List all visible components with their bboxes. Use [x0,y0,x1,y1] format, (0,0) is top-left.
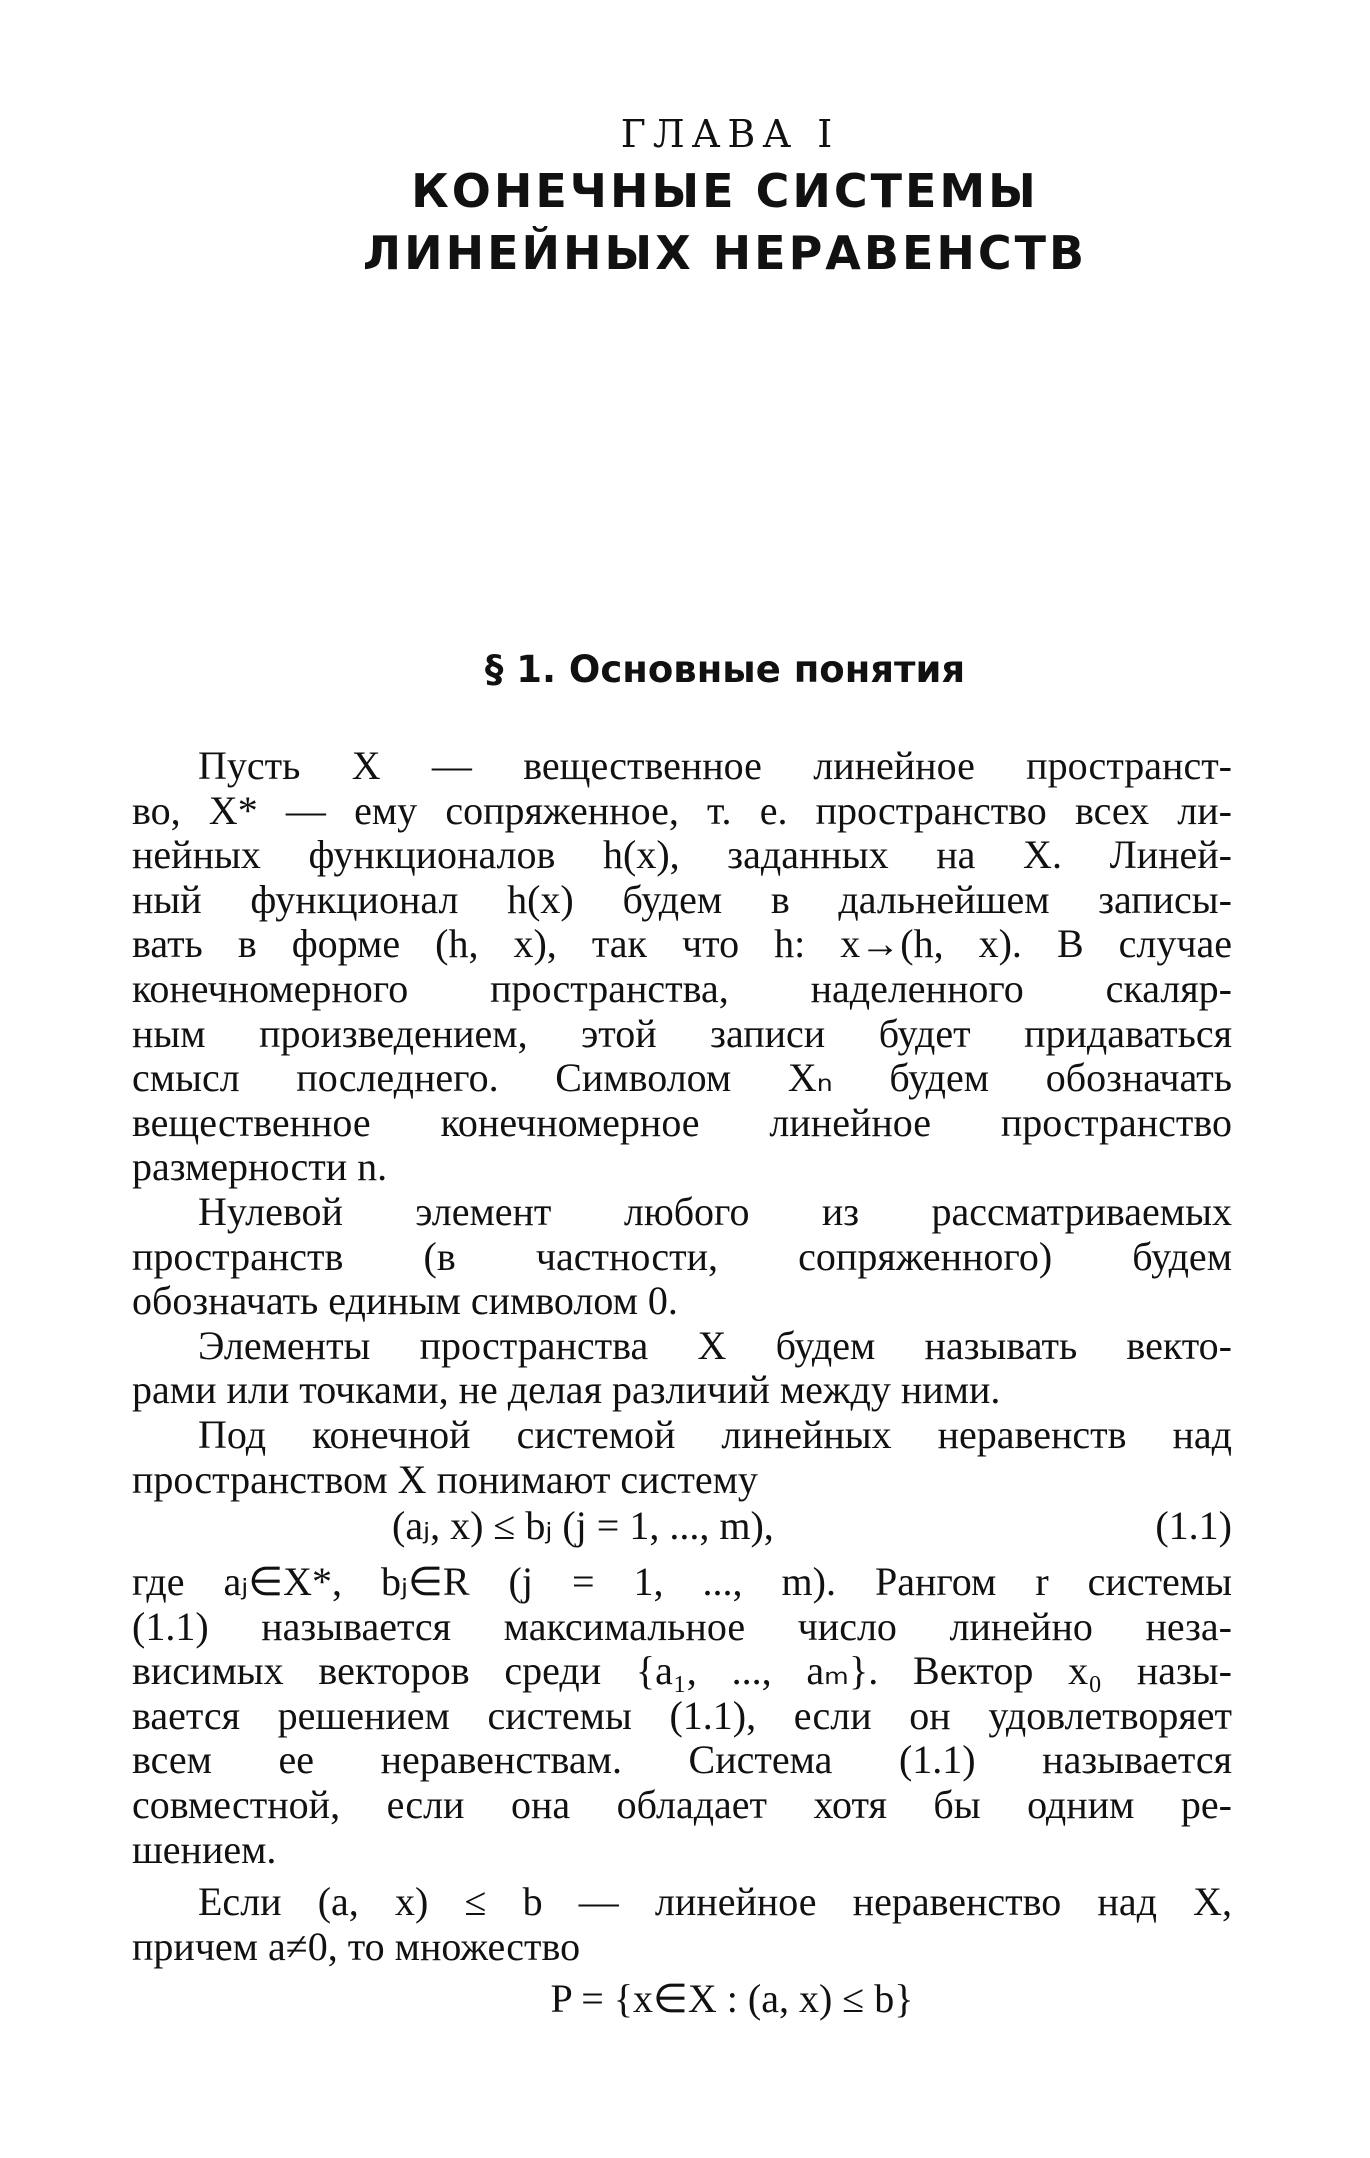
paragraph-4 [132,1413,1232,1502]
text-line: совместной, если она обладает хотя бы одним ре- [132,1782,1232,1828]
text-line: ный функционал h(x) будем в дальнейшем записы- [132,876,1232,922]
text-line: Элементы пространства X будем называть векто- [198,1322,1232,1368]
text-line: смысл последнего. Символом Xₙ будем обозначать [132,1055,1232,1101]
section-title: § 1. Основные понятия [484,648,966,691]
paragraph-6 [132,1880,1232,1969]
section-heading [0,648,1370,691]
paragraph-5 [132,1560,1232,1872]
text-line: конечномерного пространства, наделенного скаляр- [132,965,1232,1011]
text-line: шением. [132,1826,277,1872]
text-line: всем ее неравенствам. Система (1.1) называется [132,1737,1232,1783]
paragraph-1 [132,744,1232,1190]
text-line: рами или точками, не делая различий между ними. [132,1367,1001,1413]
text-line: вещественное конечномерное линейное пространство [132,1099,1232,1145]
text-line: обозначать единым символом 0. [132,1278,678,1324]
equation-formula: (aⱼ, x) ≤ bⱼ (j = 1, ..., m), [392,1503,774,1549]
text-line: нейных функционалов h(x), заданных на X. Линей- [132,832,1232,878]
text-line: где aⱼ∈X*, bⱼ∈R (j = 1, ..., m). Рангом r системы [132,1559,1232,1605]
text-line: вать в форме (h, x), так что h: x→(h, x). В случае [132,921,1232,967]
text-line: вается решением системы (1.1), если он удовлетворяет [132,1692,1232,1738]
text-line: Пусть X — вещественное линейное пространст- [198,743,1232,788]
text-line: висимых векторов среди {a₁, ..., aₘ}. Вектор x₀ назы- [132,1648,1232,1694]
text-line: Под конечной системой линейных неравенств над [198,1411,1232,1457]
equation-number: (1.1) [1155,1503,1232,1549]
paragraph-3 [132,1324,1232,1413]
chapter-title [80,160,1370,284]
chapter-title-line2: ЛИНЕЙНЫХ НЕРАВЕНСТВ [362,226,1088,280]
text-line: во, X* — ему сопряженное, т. е. пространство всех ли- [132,787,1232,833]
text-line: причем a≠0, то множество [132,1923,581,1969]
chapter-heading [0,112,1370,284]
text-line: Если (a, x) ≤ b — линейное неравенство над X, [198,1879,1232,1925]
text-line: ным произведением, этой записи будет придаваться [132,1010,1232,1056]
text-line: (1.1) называется максимальное число линейно неза- [132,1603,1232,1649]
text-line: пространств (в частности, сопряженного) будем [132,1233,1232,1279]
chapter-title-line1: КОНЕЧНЫЕ СИСТЕМЫ [411,164,1039,218]
text-line: размерности n. [132,1144,388,1190]
text-line: Нулевой элемент любого из рассматриваемых [198,1188,1232,1234]
chapter-label: ГЛАВА I [620,112,840,156]
equation-halfspace: P = {x∈X : (a, x) ≤ b} [550,1976,914,2022]
equation-1-1 [132,1504,1232,1554]
body-text [132,744,1232,2022]
paragraph-2 [132,1190,1232,1324]
text-line: пространством X понимают систему [132,1456,758,1502]
